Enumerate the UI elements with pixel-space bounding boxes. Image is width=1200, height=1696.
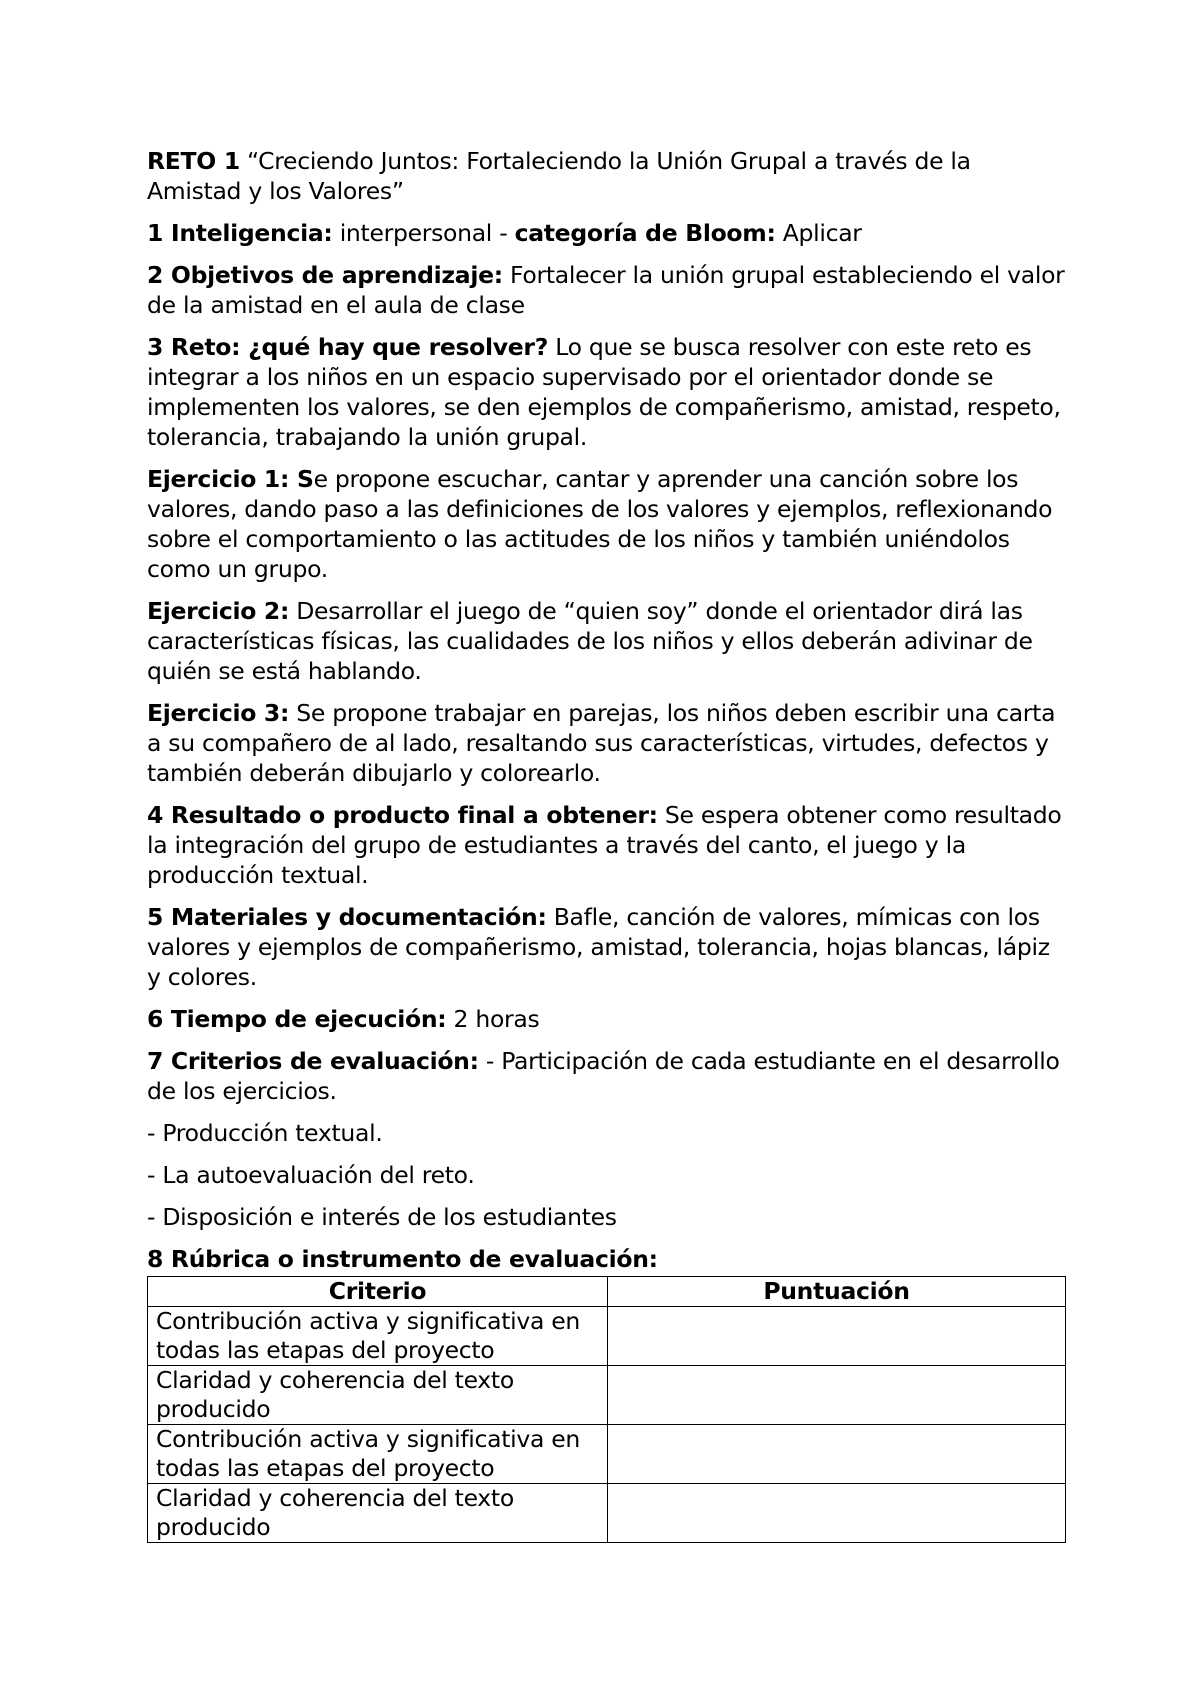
table-row	[148, 1425, 1066, 1484]
rubric-header-row	[148, 1277, 1066, 1307]
ejercicio-2-text: Desarrollar el juego de “quien soy” donde el orientador dirá las características físicas, las cualidades de los niños y ellos deberán adivinar de quién se está hablando.	[147, 597, 1033, 685]
header-criterio: Criterio	[148, 1277, 608, 1307]
reto-title: “Creciendo Juntos: Fortaleciendo la Unión Grupal a través de la Amistad y los Valores”	[147, 147, 971, 205]
resultado-label: 4 Resultado o producto final a obtener:	[147, 801, 658, 829]
puntuacion-cell	[608, 1484, 1066, 1543]
section-materiales	[147, 902, 1067, 992]
ejercicio-2-label: Ejercicio 2:	[147, 597, 290, 625]
ejercicio-1-text: e propone escuchar, cantar y aprender una canción sobre los valores, dando paso a las definiciones de los valores y ejemplos, reflexionando sobre el comportamiento o las actitudes de los niños y también uniéndolos como un grupo.	[147, 465, 1053, 583]
reto-label: RETO 1	[147, 147, 240, 175]
table-row	[148, 1484, 1066, 1543]
ejercicio-1	[147, 464, 1067, 584]
table-row	[148, 1366, 1066, 1425]
tiempo-text: 2 horas	[446, 1005, 540, 1033]
criterio-item: - Disposición e interés de los estudiantes	[147, 1203, 617, 1231]
objetivos-text: Fortalecer la unión grupal estableciendo el valor de la amistad en el aula de clase	[147, 261, 1065, 319]
ejercicio-2	[147, 596, 1067, 686]
bloom-value: Aplicar	[775, 219, 862, 247]
reto-pregunta-label: 3 Reto: ¿qué hay que resolver?	[147, 333, 549, 361]
section-rubrica	[147, 1244, 1067, 1274]
puntuacion-cell	[608, 1307, 1066, 1366]
section-objetivos	[147, 260, 1067, 320]
table-row	[148, 1307, 1066, 1366]
ejercicio-3-text: Se propone trabajar en parejas, los niños deben escribir una carta a su compañero de al lado, resaltando sus características, virtudes, defectos y también deberán dibujarlo y colorearlo.	[147, 699, 1056, 787]
criterio-item: - Producción textual.	[147, 1119, 383, 1147]
bloom-label: categoría de Bloom:	[514, 219, 776, 247]
section-tiempo	[147, 1004, 1067, 1034]
criterio-item: - La autoevaluación del reto.	[147, 1161, 475, 1189]
puntuacion-cell	[608, 1366, 1066, 1425]
rubrica-label: 8 Rúbrica o instrumento de evaluación:	[147, 1245, 658, 1273]
tiempo-label: 6 Tiempo de ejecución:	[147, 1005, 447, 1033]
reto-pregunta-text: Lo que se busca resolver con este reto es integrar a los niños en un espacio supervisado por el orientador donde se implementen los valores, se den ejemplos de compañerismo, amistad, respeto, tolerancia, trabajando la unión grupal.	[147, 333, 1061, 451]
criterios-text: - Participación de cada estudiante en el desarrollo de los ejercicios.	[147, 1047, 1060, 1105]
inteligencia-value: interpersonal -	[332, 219, 515, 247]
materiales-text: Bafle, canción de valores, mímicas con los valores y ejemplos de compañerismo, amistad, tolerancia, hojas blancas, lápiz y colores.	[147, 903, 1050, 991]
ejercicio-1-label: Ejercicio 1: S	[147, 465, 314, 493]
materiales-label: 5 Materiales y documentación:	[147, 903, 547, 931]
resultado-text: Se espera obtener como resultado la integración del grupo de estudiantes a través del canto, el juego y la producción textual.	[147, 801, 1062, 889]
section-inteligencia	[147, 218, 1067, 248]
criterios-label: 7 Criterios de evaluación:	[147, 1047, 479, 1075]
reto-heading	[147, 146, 1067, 206]
criterio-cell: Claridad y coherencia del texto producido	[148, 1366, 608, 1425]
criterio-cell: Contribución activa y significativa en todas las etapas del proyecto	[148, 1307, 608, 1366]
puntuacion-cell	[608, 1425, 1066, 1484]
section-reto	[147, 332, 1067, 452]
section-resultado	[147, 800, 1067, 890]
criterio-cell: Claridad y coherencia del texto producido	[148, 1484, 608, 1543]
objetivos-label: 2 Objetivos de aprendizaje:	[147, 261, 503, 289]
inteligencia-label: 1 Inteligencia:	[147, 219, 333, 247]
header-puntuacion: Puntuación	[608, 1277, 1066, 1307]
ejercicio-3-label: Ejercicio 3:	[147, 699, 290, 727]
ejercicio-3	[147, 698, 1067, 788]
document-page	[147, 146, 1067, 1543]
criterio-cell: Contribución activa y significativa en todas las etapas del proyecto	[148, 1425, 608, 1484]
rubric-table	[147, 1276, 1066, 1543]
section-criterios	[147, 1046, 1067, 1106]
